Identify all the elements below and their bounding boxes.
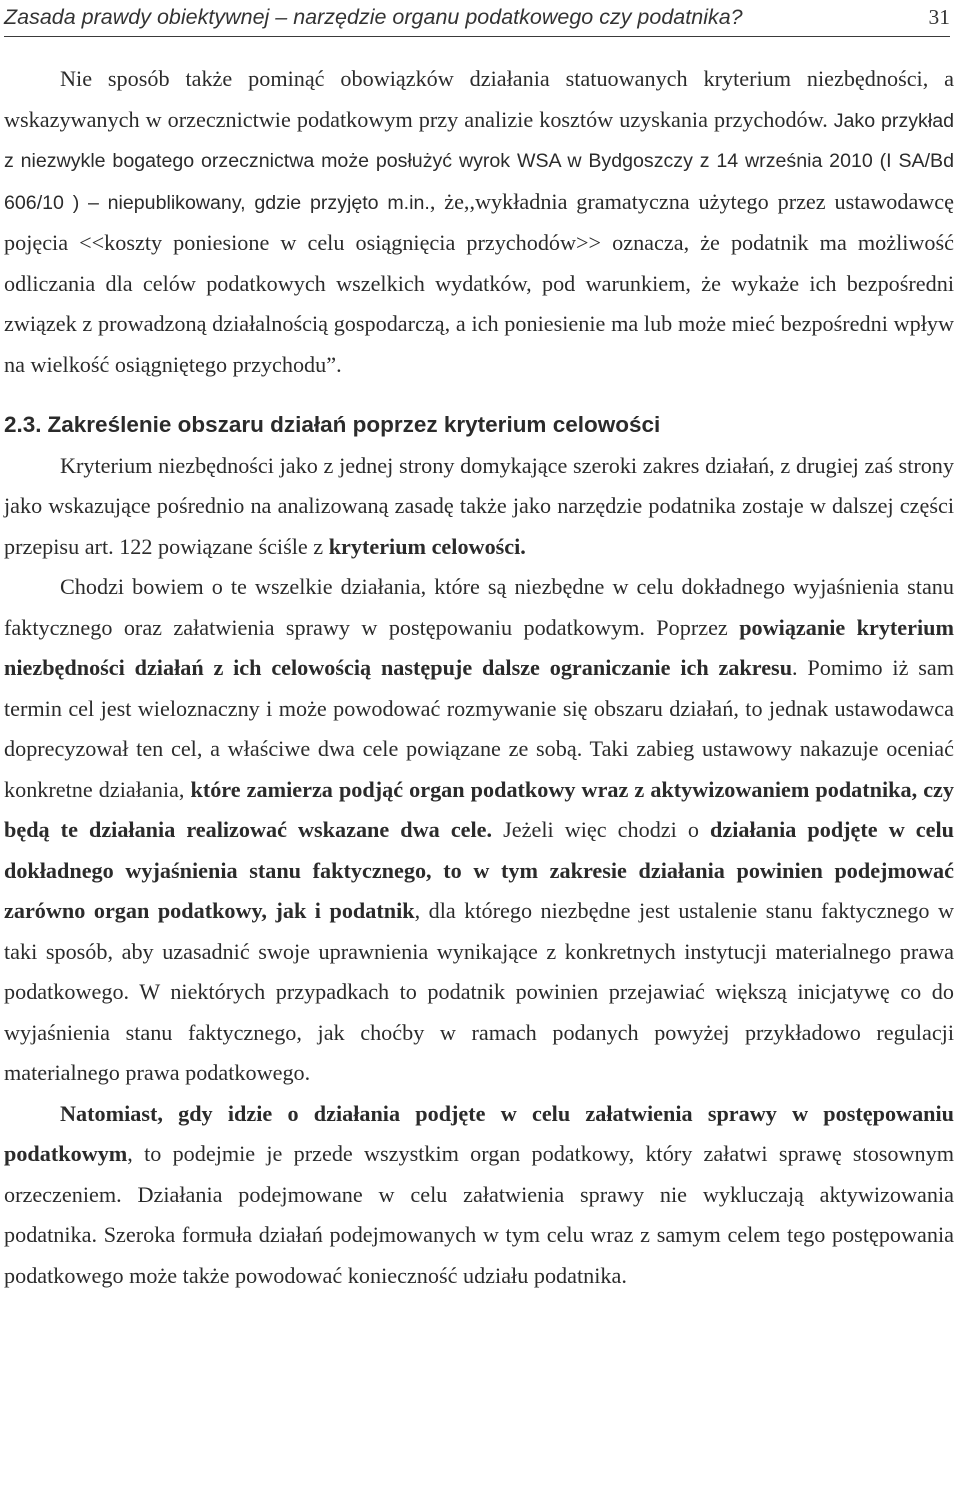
section-heading bbox=[4, 405, 954, 446]
paragraph-3-bold-a: powiązanie kryterium niezbędności działań z ich celowością następuje dalsze ograniczanie ich zakresu bbox=[4, 614, 954, 680]
page-body bbox=[4, 59, 954, 1296]
paragraph-3 bbox=[4, 567, 954, 1094]
paragraph-2 bbox=[4, 446, 954, 568]
paragraph-3-text-b: . Pomimo iż sam termin cel jest wieloznaczny i może powodować rozmywanie się obszaru działań, to jednak ustawodawca doprecyzował ten cel, a właściwe dwa cele powiązane ze sobą. Taki zabieg ustawowy nakazuje oceniać konkretne działania, bbox=[4, 655, 955, 802]
paragraph-3-text-d: , dla którego niezbędne jest ustalenie stanu faktycznego w taki sposób, aby uzasadnić swoje uprawnienia wynikające z konkretnych instytucji materialnego prawa podatkowego. W niektórych przypadkach to podatnik powinien przejawiać większą inicjatywę co do wyjaśnienia stanu faktycznego, jak choćby w ramach podanych powyżej przykładowo regulacji materialnego prawa podatkowego. bbox=[4, 898, 954, 1085]
paragraph-1-text-c: , że,,wykładnia gramatyczna użytego przez ustawodawcę pojęcia <<koszty poniesione w celu osiągnięcia przychodów>> oznacza, że podatnik ma możliwość odliczania dla celów podatkowych wszelkich wydatków, pod warunkiem, że wykaże ich bezpośredni związek z prowadzoną działalnością gospodarczą, a ich poniesienie ma lub może mieć bezpośredni wpływ na wielkość osiągniętego przychodu”. bbox=[4, 188, 955, 377]
paragraph-3-text-a: Chodzi bowiem o te wszelkie działania, które są niezbędne w celu dokładnego wyjaśnienia stanu faktycznego oraz załatwienia sprawy w postępowaniu podatkowym. Poprzez bbox=[4, 574, 954, 640]
section-number: 2.3. bbox=[4, 412, 42, 437]
paragraph-3-bold-b: które zamierza podjąć organ podatkowy wraz z aktywizowaniem podatnika, czy będą te działania realizować wskazane dwa cele. bbox=[4, 776, 955, 842]
paragraph-1 bbox=[4, 59, 954, 385]
section-title: Zakreślenie obszaru działań poprzez kryterium celowości bbox=[47, 412, 661, 437]
paragraph-4-bold-a: Natomiast, gdy idzie o działania podjęte w celu załatwienia sprawy w postępowaniu podatkowym bbox=[4, 1100, 954, 1166]
running-header bbox=[4, 2, 950, 37]
paragraph-4 bbox=[4, 1094, 954, 1297]
paragraph-1-text-a: Nie sposób także pominąć obowiązków działania statuowanych kryterium niezbędności, a wskazywanych w orzecznictwie podatkowym przy analizie kosztów uzyskania przychodów. bbox=[4, 66, 954, 132]
paragraph-3-text-c: Jeżeli więc chodzi o bbox=[492, 817, 711, 842]
paragraph-2-bold-a: kryterium celowości. bbox=[328, 533, 526, 559]
paragraph-2-text-a: Kryterium niezbędności jako z jednej strony domykające szeroki zakres działań, z drugiej zaś strony jako wskazujące pośrednio na analizowaną zasadę także jako narzędzie podatnika zostaje w dalszej części przepisu art. 122 powiązane ściśle z bbox=[4, 452, 954, 559]
paragraph-4-text-a: , to podejmie je przede wszystkim organ podatkowy, który załatwi sprawę stosownym orzeczeniem. Działania podejmowane w celu załatwienia sprawy nie wykluczają aktywizowania podatnika. Szeroka formuła działań podejmowanych w tym celu wraz z samym celem tego postępowania podatkowego może także powodować konieczność udziału podatnika. bbox=[4, 1141, 954, 1288]
paragraph-3-bold-c: działania podjęte w celu dokładnego wyjaśnienia stanu faktycznego, to w tym zakresie działania powinien podejmować zarówno organ podatkowy, jak i podatnik bbox=[4, 817, 954, 923]
page-number: 31 bbox=[928, 5, 950, 29]
running-title: Zasada prawdy obiektywnej – narzędzie organu podatkowego czy podatnika? bbox=[4, 5, 743, 29]
paragraph-1-text-b: Jako przykład z niezwykle bogatego orzecznictwa może posłużyć wyrok WSA w Bydgoszczy z 14 września 2010 (I SA/Bd 606/10 ) – niepublikowany, gdzie przyjęto m.in. bbox=[4, 109, 954, 214]
